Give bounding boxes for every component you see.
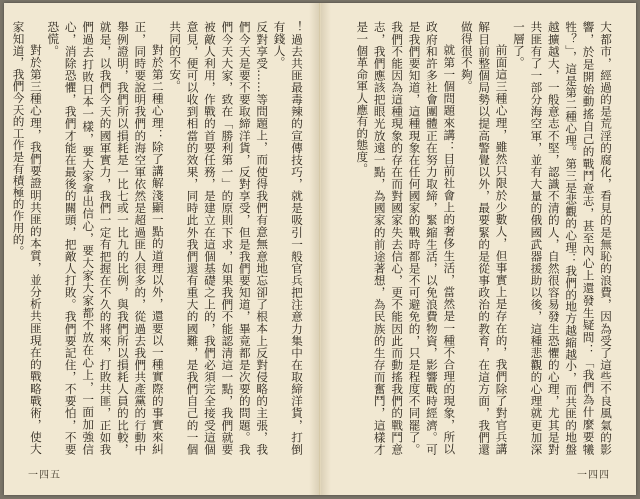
gutter-shadow-right bbox=[321, 3, 331, 495]
left-paragraph-1: ！過去共匪最毒辣的宣傳技巧，就是吸引一般官兵把注意力集中在取締洋貨，打倒有錢人。 bbox=[272, 21, 304, 455]
right-page-text bbox=[339, 21, 614, 455]
page-number-right: 一四四 bbox=[577, 470, 610, 481]
page-number-left: 一四五 bbox=[28, 470, 61, 481]
left-paragraph-3: 對於第二種心理：除了講解淺顯一點的道理以外，還要以一種實際的事實來糾正，同時要說明我們的海空軍依然是超過匪人很多的，從過去我們共產黨的行動中舉例證明，我們所以損耗是一比七或一比九的比例，與我們所以損耗人員的比較，就是，以我們今天的國軍實力，我們一定有把握在不久的將來，打敗共匪，正如我們過去打敗日本一樣，要大家拿出信心，要大家大家都不放在心上，一面加強信心，消除恐懼，我們才能在最後的關頭，把敵人打敗。我們要記住，不要怕，不要恐慌。 bbox=[46, 21, 165, 455]
right-paragraph-1: 大都市，經過的是荒淫的腐化，看見的是無恥的浪費，因為受了這些不良風氣的影響，於是開始動搖自己的戰鬥意志，甚至內心上還發生疑問：「我們為什麼要犧牲？」，這是第二種心理。第三是悲觀的心理：我們的地方越縮越小，而共匪的地盤越擴越大，一般意志不堅，認識不清的人，自然很容易發生恐懼的心理，尤其是對共匪有了一部分海空軍，並有大量的俄國武器援助以後，這種悲觀的心理就更加深一層了。 bbox=[511, 21, 613, 455]
right-page bbox=[320, 3, 636, 495]
book-spread bbox=[4, 3, 636, 495]
left-page-text bbox=[11, 21, 305, 455]
right-paragraph-2: 前面這三種心理，雖然只限於少數人，但事實上是存在的，我們除了對官兵講解目前整個局勢以提高警覺以外，最要緊的是從事政治的教育，在這方面，我們還做得很不夠。 bbox=[459, 21, 509, 455]
left-paragraph-4: 對於第三種心理，我們要證明共匪的本質，並分析共匪現在的戰略戰術，使大家知道，我們今天的工作是有積極的作用的。 bbox=[11, 21, 43, 455]
gutter-shadow-left bbox=[309, 3, 319, 495]
left-page bbox=[4, 3, 320, 495]
left-paragraph-2: 反對享受……等問題上，而使得我們有意無意地忘卻了根本上反對侵略的主張，我們今天是要不要取締洋貨，反對享受，但是我們要知道，畢竟都是次要的問題。我們今天大家，致在「勝利第一」的原則下求，如果我們不能認清這一點，我們就要被敵人利用，作戰的首要任務，是建立在這個基礎之上的，我們必須完全接受這個意見，便可以收到相當的效果，同時此外我們還有重大的國難，是我們自己的一個共同的不安。 bbox=[168, 21, 270, 455]
right-paragraph-3: 就第一個問題來講：目前社會上的奢侈生活，當然是一種不合理的現象，所以政府和許多社會團體正在努力取締，緊縮生活，以免浪費物資，影響戰時經濟。可是我們要知道，這種現象在任何國家的戰時都是不可避免的，只是程度不同罷了。我們不能因為這種現象的存在而對國家失去信心，更不能因此而動搖我們的戰鬥意志，我們應該把眼光放遠一點，為國家的前途著想，為民族的生存而奮鬥，這樣才是一個革命軍人應有的態度。 bbox=[355, 21, 457, 455]
